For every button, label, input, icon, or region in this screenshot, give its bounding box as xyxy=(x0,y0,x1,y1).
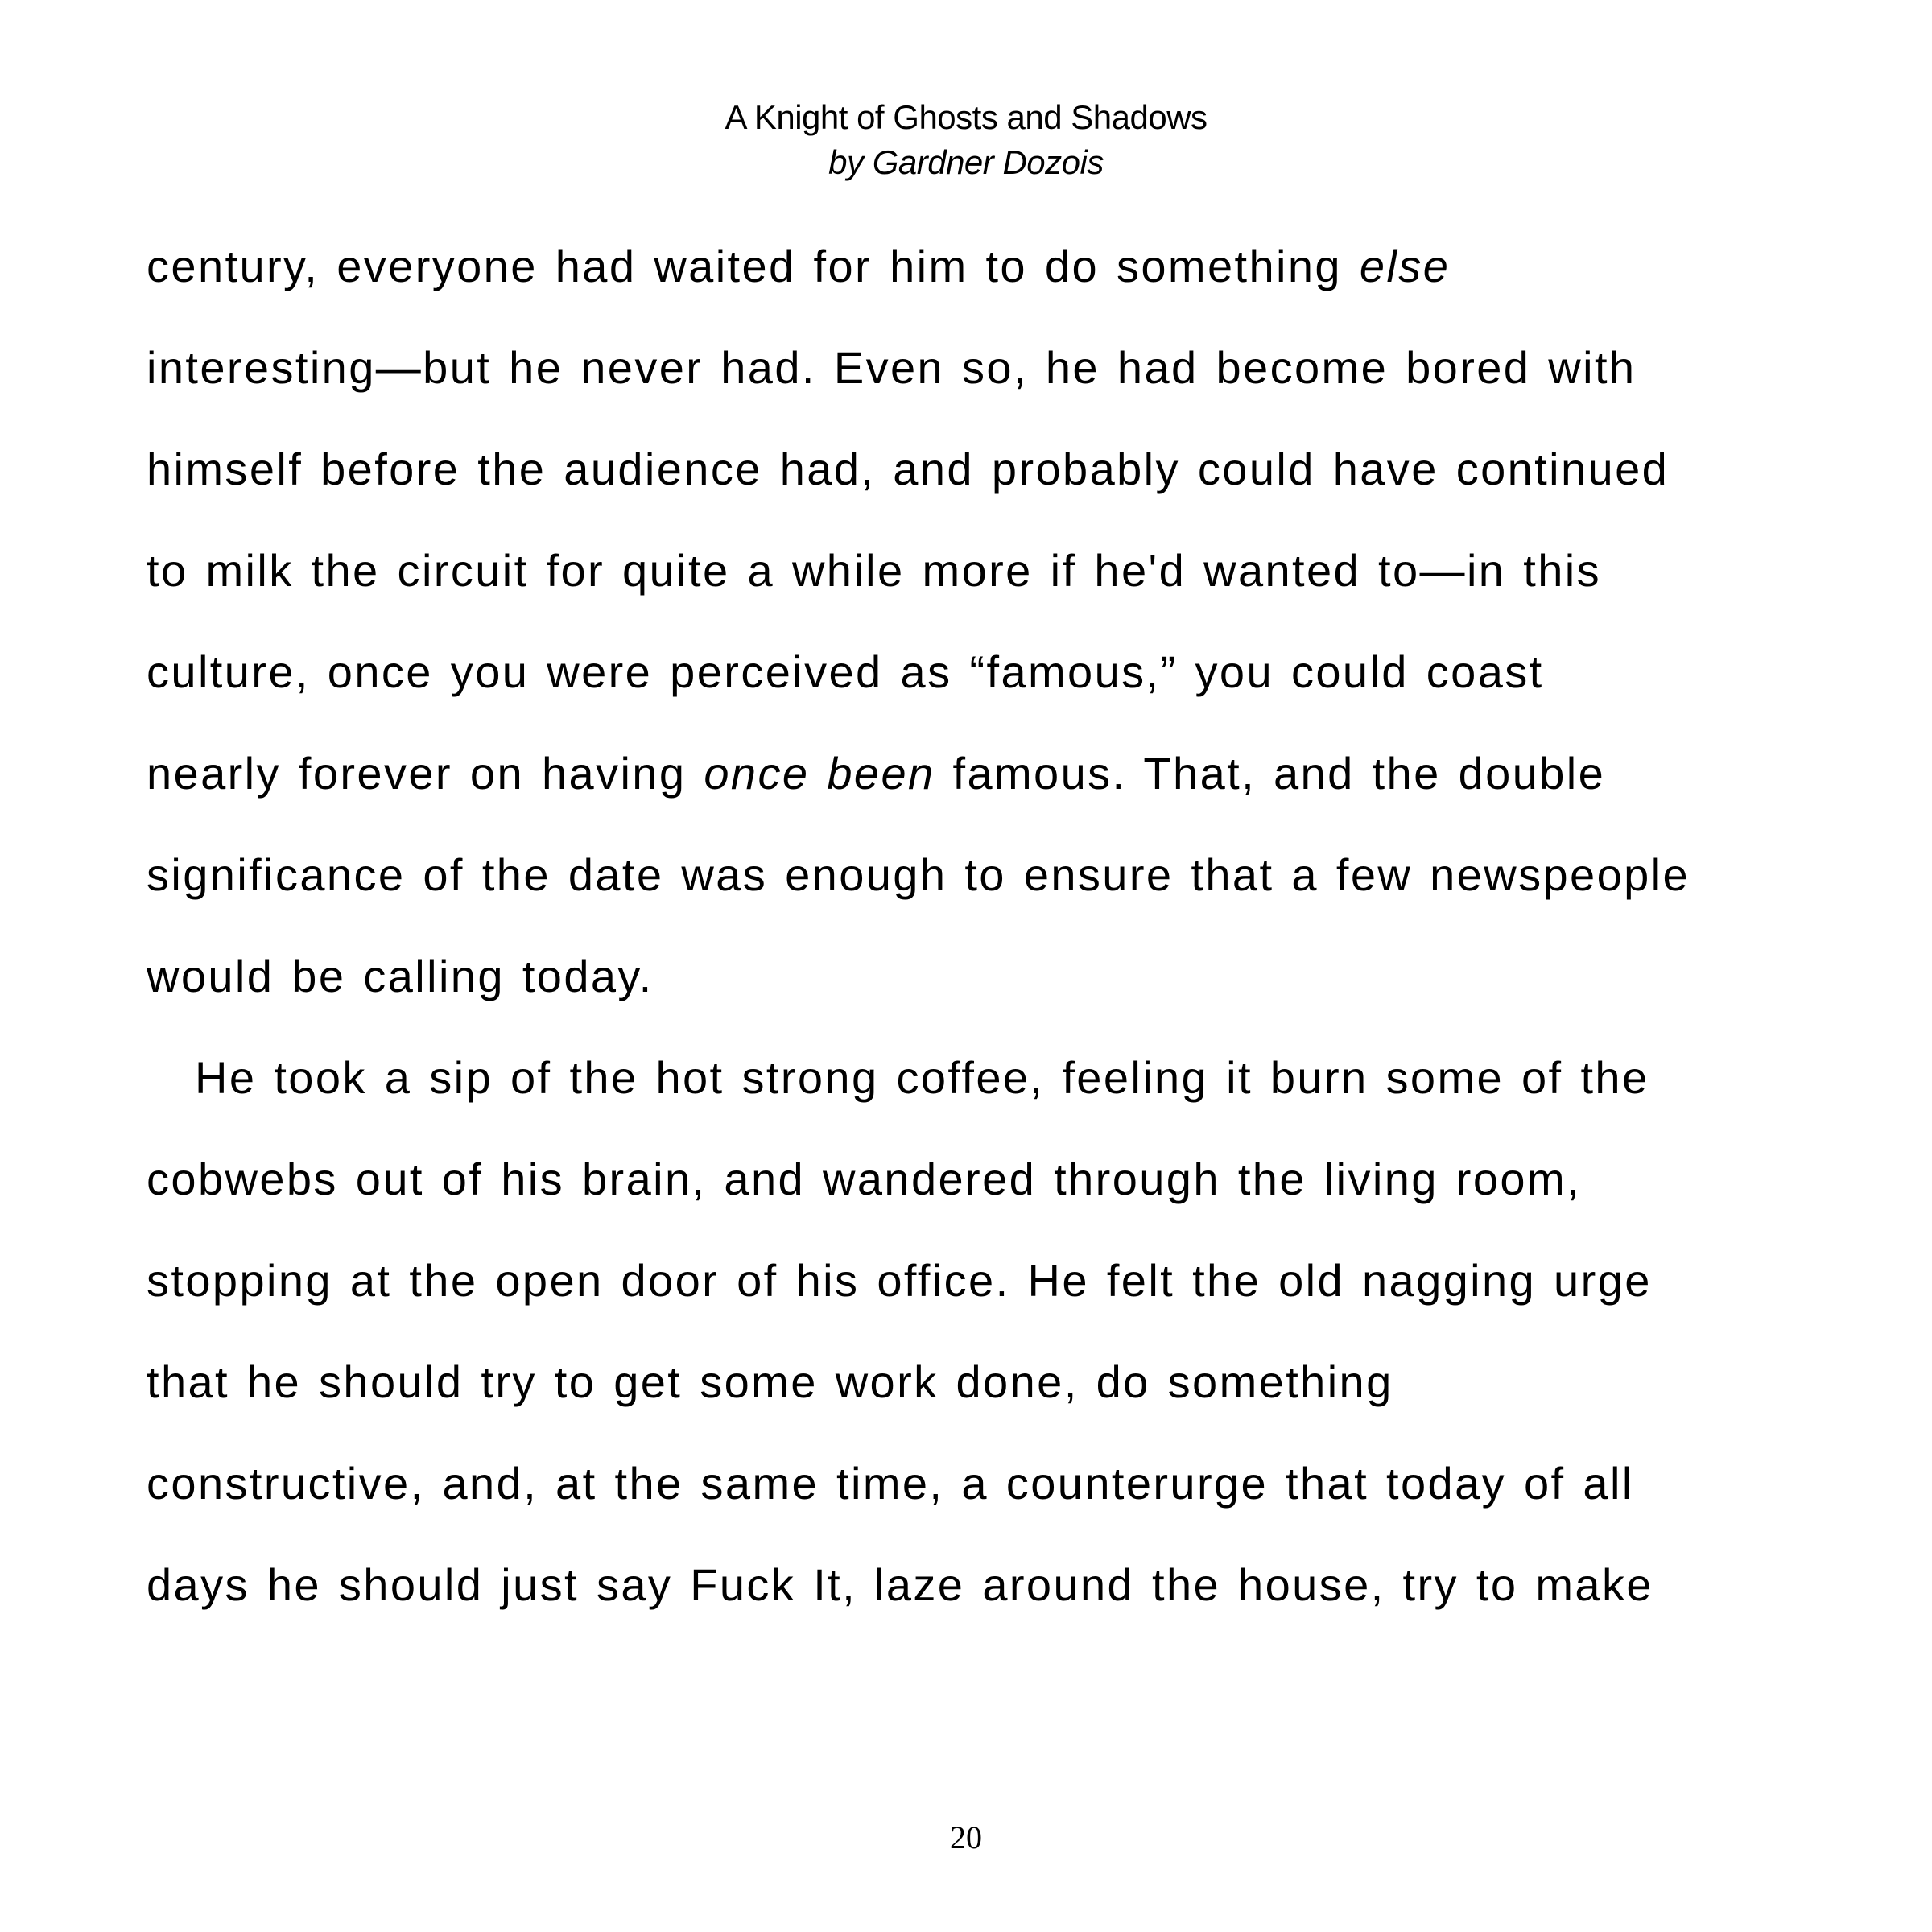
emphasized-text: once been xyxy=(704,748,935,799)
page-number: 20 xyxy=(950,1819,982,1856)
text-line xyxy=(147,1129,1821,1230)
text-run: cobwebs out of his brain, and wandered through the living room, xyxy=(147,1154,1581,1204)
text-line xyxy=(147,1331,1821,1433)
running-header xyxy=(0,95,1932,185)
text-line xyxy=(147,317,1821,419)
text-line xyxy=(147,1534,1821,1636)
text-run: culture, once you were perceived as “famous,” you could coast xyxy=(147,646,1544,697)
book-title: A Knight of Ghosts and Shadows xyxy=(724,98,1208,136)
text-run: century, everyone had waited for him to do something xyxy=(147,241,1360,291)
text-line xyxy=(147,926,1821,1027)
text-run: significance of the date was enough to ensure that a few newspeople xyxy=(147,849,1690,900)
text-line xyxy=(147,520,1821,621)
text-line xyxy=(147,723,1821,824)
text-run: to milk the circuit for quite a while more if he'd wanted to—in this xyxy=(147,545,1602,596)
text-run: that he should try to get some work done, do something xyxy=(147,1356,1393,1407)
text-line xyxy=(147,419,1821,520)
text-run: nearly forever on having xyxy=(147,748,704,799)
emphasized-text: else xyxy=(1359,241,1451,291)
text-line xyxy=(147,1230,1821,1331)
text-run: constructive, and, at the same time, a counterurge that today of all xyxy=(147,1458,1634,1509)
paragraph-start-line xyxy=(147,1027,1821,1129)
text-run: interesting—but he never had. Even so, he had become bored with xyxy=(147,342,1637,393)
text-line xyxy=(147,216,1821,317)
text-run: stopping at the open door of his office. He felt the old nagging urge xyxy=(147,1255,1652,1306)
text-run: famous. That, and the double xyxy=(935,748,1606,799)
body-text xyxy=(147,216,1821,1636)
book-author: by Gardner Dozois xyxy=(828,143,1104,181)
text-line xyxy=(147,824,1821,926)
text-run: He took a sip of the hot strong coffee, feeling it burn some of the xyxy=(195,1052,1649,1103)
text-run: would be calling today. xyxy=(147,951,654,1001)
text-line xyxy=(147,621,1821,723)
text-line xyxy=(147,1433,1821,1534)
text-run: days he should just say Fuck It, laze around the house, try to make xyxy=(147,1559,1653,1610)
text-run: himself before the audience had, and probably could have continued xyxy=(147,444,1670,494)
